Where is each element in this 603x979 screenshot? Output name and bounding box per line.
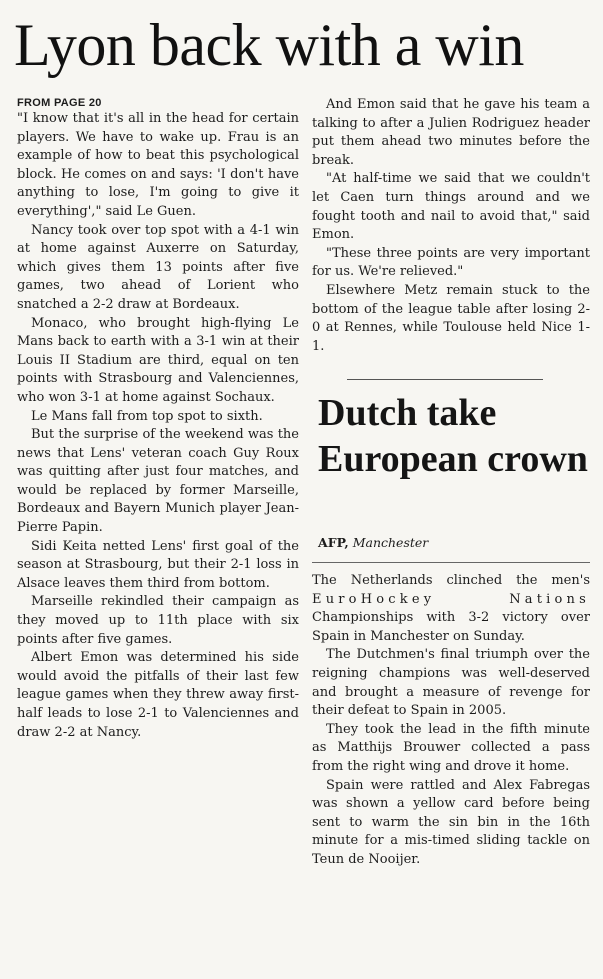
paragraph: But the surprise of the weekend was the news that Lens' veteran coach Guy Roux was quitting after just four matches, and would be replaced by former Marseille, Bordeaux and Bayern Munich player Jean-Pierre Papin.	[17, 427, 299, 536]
paragraph: Le Mans fall from top spot to sixth.	[31, 408, 263, 424]
paragraph: Marseille rekindled their campaign as they moved up to 11th place with six points after five games.	[17, 594, 299, 647]
paragraph: "At half-time we said that we couldn't let Caen turn things around and we fought tooth and nail to avoid that," said Emon.	[312, 171, 590, 243]
continuation-kicker: FROM PAGE 20	[17, 97, 102, 109]
paragraph: Albert Emon was determined his side would avoid the pitfalls of their last few league games when they threw away first-half leads to lose 2-1 to Valenciennes and draw 2-2 at Nancy.	[17, 650, 299, 740]
paragraph: Monaco, who brought high-flying Le Mans back to earth with a 3-1 win at their Louis II Stadium are third, equal on ten points with Strasbourg and Valenciennes, who won 3-1 at home against Sochaux.	[17, 315, 299, 405]
byline-agency: AFP,	[318, 535, 349, 550]
paragraph: Sidi Keita netted Lens' first goal of the season at Strasbourg, but their 2-1 loss in Alsace leaves them third from bottom.	[17, 538, 299, 591]
main-headline: Lyon back with a win	[14, 12, 524, 78]
lead-rest: Championships with 3-2 victory over Spain in Manchester on Sunday.	[312, 610, 590, 644]
paragraph: "I know that it's all in the head for certain players. We have to wake up. Frau is an example of how to beat this psychological block. He comes on and says: 'I don't have anything to lose, I'm going to give it everything'," said Le Guen.	[17, 111, 299, 219]
lead-paragraph	[312, 572, 590, 646]
paragraph: Spain were rattled and Alex Fabregas was shown a yellow card before being sent to warm the sin bin in the 16th minute for a mis-timed sliding tackle on Teun de Nooijer.	[312, 777, 590, 867]
paragraph: "These three points are very important for us. We're relieved."	[312, 245, 590, 280]
second-headline: Dutch take European crown	[318, 392, 588, 480]
second-story-body	[312, 572, 590, 870]
paragraph: Nancy took over top spot with a 4-1 win at home against Auxerre on Saturday, which gives them 13 points after five games, two ahead of Lorient who snatched a 2-2 draw at Bordeaux.	[17, 222, 299, 312]
paragraph: The Dutchmen's final triumph over the reigning champions was well-deserved and brought a measure of revenge for their defeat to Spain in 2005.	[312, 647, 590, 719]
byline-divider	[312, 562, 590, 563]
paragraph: They took the lead in the fifth minute as Matthijs Brouwer collected a pass from the right wing and drove it home.	[312, 721, 590, 774]
paragraph: Elsewhere Metz remain stuck to the bottom of the league table after losing 2-0 at Rennes, while Toulouse held Nice 1-1.	[312, 282, 590, 354]
lead-spaced: EuroHockey Nations	[312, 591, 590, 607]
main-story-right-column	[312, 96, 590, 356]
lead-start: The Netherlands clinched the men's	[312, 573, 590, 588]
byline-dateline: Manchester	[352, 535, 429, 550]
main-story-left-column	[17, 96, 299, 742]
byline	[318, 535, 588, 551]
paragraph: And Emon said that he gave his team a talking to after a Julien Rodriguez header put them ahead two minutes before the break.	[312, 97, 590, 168]
story-divider	[347, 379, 543, 380]
